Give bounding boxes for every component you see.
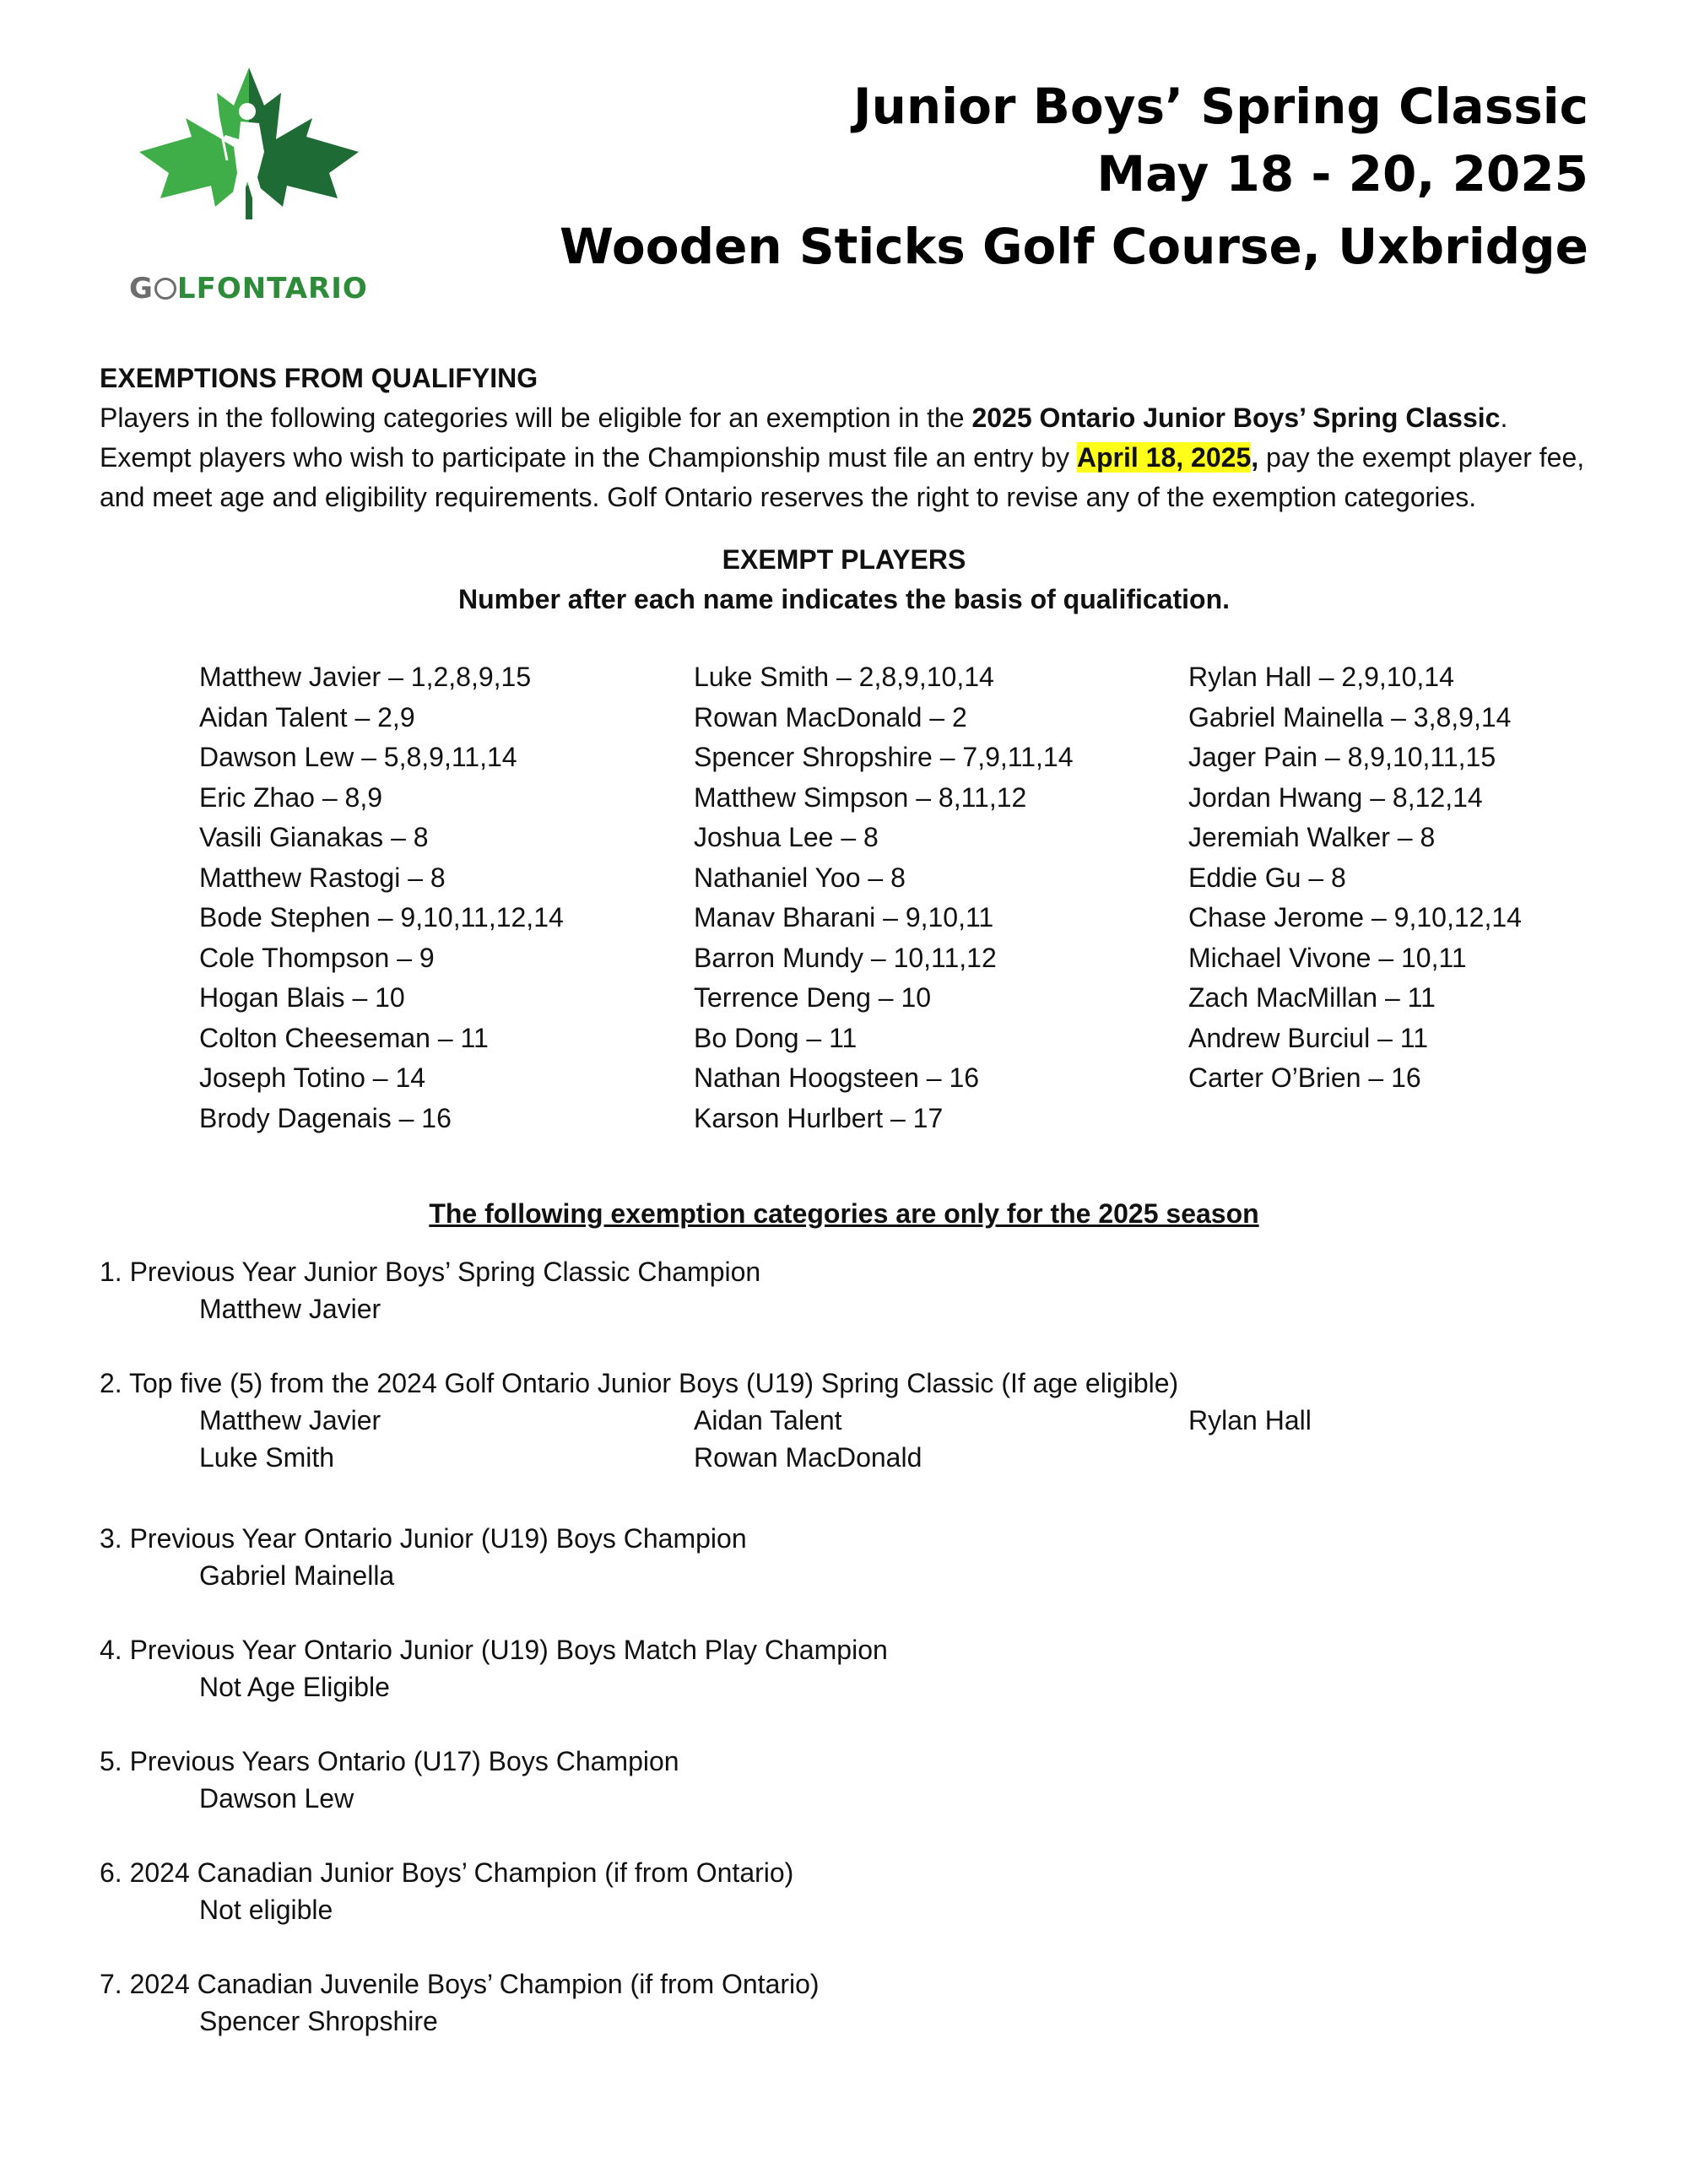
player-entry: Jordan Hwang – 8,12,14 bbox=[1188, 781, 1483, 813]
category-2-name: Rylan Hall bbox=[1188, 1405, 1312, 1435]
category-1-name: Matthew Javier bbox=[199, 1294, 381, 1324]
category-2-name: Matthew Javier bbox=[199, 1405, 381, 1435]
category-1-title: 1. Previous Year Junior Boys’ Spring Classic Champion bbox=[100, 1257, 761, 1287]
category-4-name: Not Age Eligible bbox=[199, 1672, 390, 1702]
player-entry: Brody Dagenais – 16 bbox=[199, 1102, 452, 1133]
category-2-title: 2. Top five (5) from the 2024 Golf Ontario Junior Boys (U19) Spring Classic (If age eligible) bbox=[100, 1368, 1179, 1398]
player-entry: Zach MacMillan – 11 bbox=[1188, 982, 1436, 1013]
category-7-title: 7. 2024 Canadian Juvenile Boys’ Champion (if from Ontario) bbox=[100, 1969, 820, 1999]
category-7-name: Spencer Shropshire bbox=[199, 2006, 438, 2036]
golf-ball-icon bbox=[154, 278, 176, 300]
season-note: The following exemption categories are only for the 2025 season bbox=[429, 1198, 1259, 1229]
player-entry: Michael Vivone – 10,11 bbox=[1188, 942, 1467, 973]
player-entry: Karson Hurlbert – 17 bbox=[694, 1102, 944, 1133]
player-entry: Eddie Gu – 8 bbox=[1188, 862, 1346, 893]
player-entry: Matthew Javier – 1,2,8,9,15 bbox=[199, 662, 532, 692]
category-2-name: Rowan MacDonald bbox=[694, 1442, 922, 1473]
player-entry: Dawson Lew – 5,8,9,11,14 bbox=[199, 742, 517, 772]
player-entry: Aidan Talent – 2,9 bbox=[199, 701, 415, 733]
exempt-players-title: EXEMPT PLAYERS bbox=[722, 544, 966, 575]
player-entry: Jeremiah Walker – 8 bbox=[1188, 822, 1436, 852]
player-entry: Joseph Totino – 14 bbox=[199, 1062, 426, 1093]
player-entry: Nathan Hoogsteen – 16 bbox=[694, 1062, 980, 1093]
player-entry: Matthew Rastogi – 8 bbox=[199, 862, 446, 893]
event-dates: May 18 - 20, 2025 bbox=[1096, 145, 1588, 203]
category-2-name: Aidan Talent bbox=[694, 1405, 842, 1435]
exemptions-intro: Players in the following categories will be eligible for an exemption in the 2025 Ontario Junior Boys’ Spring Classic. Exempt players who wish to participate in the Championship must file an entry by April 18, 2025, pay the exempt player fee, and meet age and eligibility requirements. Golf Ontario reserves the right to revise any of the exemption categories. bbox=[100, 403, 1585, 512]
exempt-players-subtitle: Number after each name indicates the basis of qualification. bbox=[457, 584, 1230, 614]
player-entry: Matthew Simpson – 8,11,12 bbox=[694, 781, 1027, 813]
player-entry: Gabriel Mainella – 3,8,9,14 bbox=[1188, 701, 1512, 733]
player-entry: Rowan MacDonald – 2 bbox=[694, 701, 967, 733]
player-column-2 bbox=[694, 657, 1073, 1138]
maple-leaf-golfer-icon bbox=[122, 59, 376, 270]
category-2-name: Luke Smith bbox=[199, 1442, 335, 1473]
player-entry: Hogan Blais – 10 bbox=[199, 982, 405, 1013]
player-entry: Cole Thompson – 9 bbox=[199, 942, 435, 973]
player-entry: Carter O’Brien – 16 bbox=[1188, 1062, 1421, 1093]
player-entry: Chase Jerome – 9,10,12,14 bbox=[1188, 902, 1522, 933]
player-entry: Barron Mundy – 10,11,12 bbox=[694, 942, 997, 973]
player-entry: Spencer Shropshire – 7,9,11,14 bbox=[694, 742, 1074, 772]
logo-wordmark: G LFONTARIO bbox=[129, 272, 368, 305]
player-entry: Andrew Burciul – 11 bbox=[1188, 1022, 1428, 1053]
category-3-title: 3. Previous Year Ontario Junior (U19) Boys Champion bbox=[100, 1523, 747, 1554]
category-6-name: Not eligible bbox=[199, 1895, 333, 1925]
category-6-title: 6. 2024 Canadian Junior Boys’ Champion (if from Ontario) bbox=[100, 1857, 794, 1888]
player-entry: Eric Zhao – 8,9 bbox=[199, 781, 382, 813]
category-5-name: Dawson Lew bbox=[199, 1783, 354, 1814]
exemptions-heading: EXEMPTIONS FROM QUALIFYING bbox=[100, 363, 538, 393]
golf-ontario-logo bbox=[122, 59, 376, 312]
category-4-title: 4. Previous Year Ontario Junior (U19) Boys Match Play Champion bbox=[100, 1635, 888, 1665]
player-entry: Rylan Hall – 2,9,10,14 bbox=[1188, 662, 1454, 692]
category-5-title: 5. Previous Years Ontario (U17) Boys Champion bbox=[100, 1746, 679, 1776]
entry-deadline: April 18, 2025 bbox=[1076, 442, 1252, 473]
player-entry: Colton Cheeseman – 11 bbox=[199, 1022, 489, 1053]
player-entry: Terrence Deng – 10 bbox=[694, 982, 932, 1013]
player-column-1 bbox=[199, 657, 564, 1138]
player-entry: Jager Pain – 8,9,10,11,15 bbox=[1188, 742, 1496, 772]
player-entry: Luke Smith – 2,8,9,10,14 bbox=[694, 662, 994, 692]
event-title: Junior Boys’ Spring Classic bbox=[853, 78, 1588, 135]
player-entry: Nathaniel Yoo – 8 bbox=[694, 862, 906, 893]
player-entry: Bode Stephen – 9,10,11,12,14 bbox=[199, 902, 564, 933]
player-column-3 bbox=[1188, 657, 1522, 1099]
category-3-name: Gabriel Mainella bbox=[199, 1560, 395, 1591]
event-venue: Wooden Sticks Golf Course, Uxbridge bbox=[559, 218, 1588, 275]
player-entry: Joshua Lee – 8 bbox=[694, 822, 879, 852]
player-entry: Vasili Gianakas – 8 bbox=[199, 822, 429, 852]
player-entry: Manav Bharani – 9,10,11 bbox=[694, 902, 994, 933]
player-entry: Bo Dong – 11 bbox=[694, 1022, 858, 1053]
